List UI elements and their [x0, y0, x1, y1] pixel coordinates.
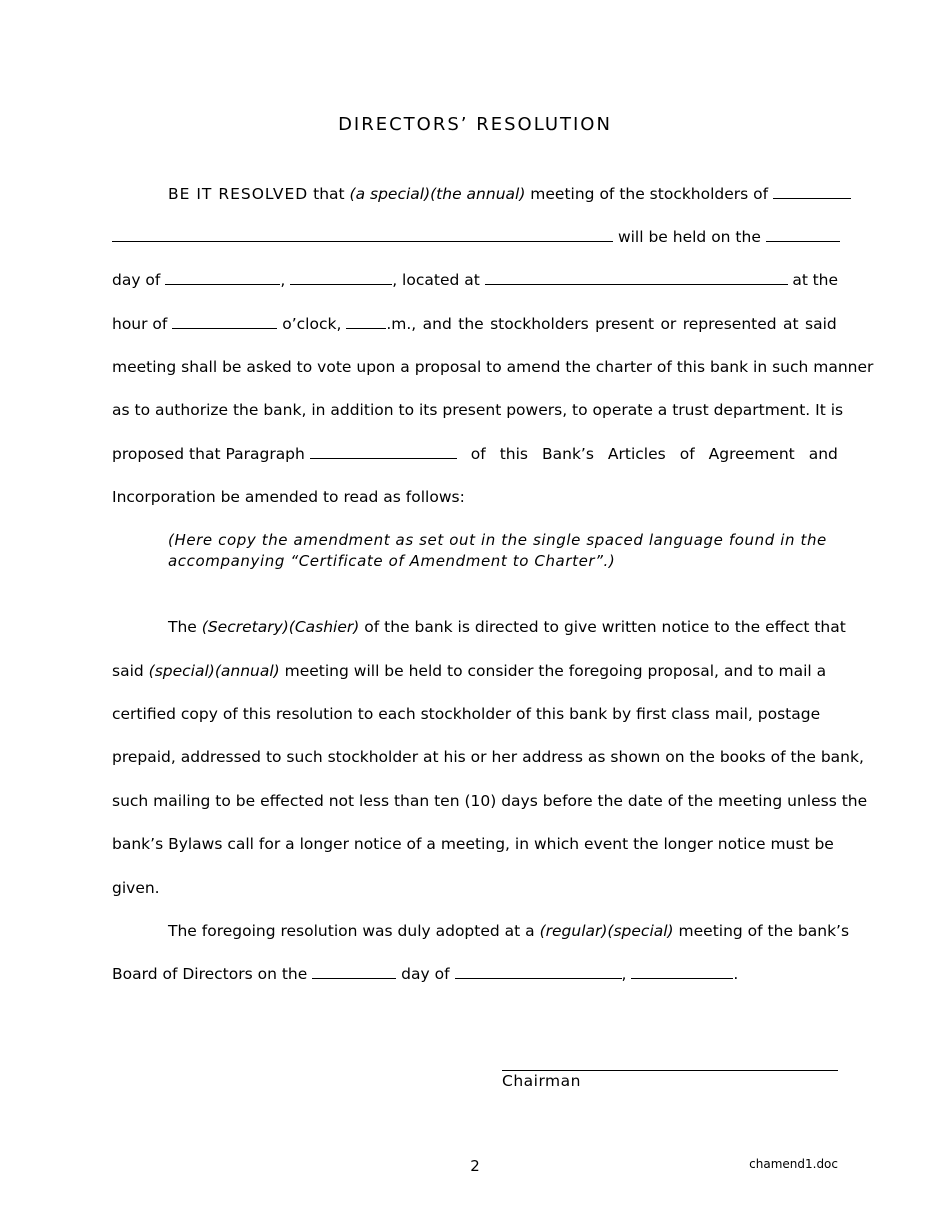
signature-label: Chairman — [502, 1072, 581, 1090]
bank-name-blank — [773, 182, 851, 199]
instruction-line2: accompanying “Certificate of Amendment to Charter”.) — [168, 552, 616, 570]
page-number: 2 — [470, 1157, 480, 1175]
signature-line — [502, 1070, 838, 1071]
para1-line6: as to authorize the bank, in addition to its present powers, to operate a trust department. It is — [112, 401, 844, 419]
meeting-year-blank — [290, 268, 392, 285]
para2-line6: bank’s Bylaws call for a longer notice of a meeting, in which event the longer notice must be — [112, 835, 834, 853]
amendment-instruction — [168, 530, 838, 572]
meeting-location-blank — [485, 268, 788, 285]
adoption-day-blank — [312, 962, 396, 979]
meeting-month-blank — [165, 268, 280, 285]
para2-line2: said (special)(annual) meeting will be held to consider the foregoing proposal, and to mail a — [112, 662, 827, 680]
para3-line2: Board of Directors on the day of , . — [112, 962, 838, 986]
adoption-year-blank — [631, 962, 733, 979]
document-title: DIRECTORS’ RESOLUTION — [338, 114, 612, 135]
para1-line8: Incorporation be amended to read as follows: — [112, 488, 465, 506]
para2-line5: such mailing to be effected not less than ten (10) days before the date of the meeting unless the — [112, 792, 868, 810]
document-filename: chamend1.doc — [749, 1157, 838, 1171]
meeting-type-option: (a special)(the annual) — [349, 185, 526, 203]
board-meeting-type-option: (regular)(special) — [539, 922, 674, 940]
meeting-type-option-2: (special)(annual) — [148, 662, 280, 680]
para1-line4: hour of o’clock, .m., and the stockholders present or represented at said — [112, 312, 838, 336]
para2-line1: The (Secretary)(Cashier) of the bank is directed to give written notice to the effect that — [168, 618, 846, 636]
am-pm-blank — [346, 312, 386, 329]
meeting-day-blank — [766, 225, 840, 242]
paragraph-number-blank — [310, 442, 457, 459]
para2-line4: prepaid, addressed to such stockholder at his or her address as shown on the books of the bank, — [112, 748, 864, 766]
meeting-hour-blank — [172, 312, 277, 329]
para1-line1: BE IT RESOLVED that (a special)(the annual) meeting of the stockholders of — [112, 182, 838, 206]
officer-option: (Secretary)(Cashier) — [201, 618, 360, 636]
adoption-month-blank — [455, 962, 622, 979]
para1-line3: day of , , located at at the — [112, 268, 838, 292]
para1-line2: will be held on the — [112, 225, 838, 249]
para2-line7: given. — [112, 879, 160, 897]
para1-line5: meeting shall be asked to vote upon a proposal to amend the charter of this bank in such manner — [112, 358, 874, 376]
para2-line3: certified copy of this resolution to each stockholder of this bank by first class mail, postage — [112, 705, 821, 723]
resolved-phrase: BE IT RESOLVED — [168, 185, 309, 203]
instruction-line1: (Here copy the amendment as set out in the single spaced language found in the — [168, 531, 827, 549]
para3-line1: The foregoing resolution was duly adopted at a (regular)(special) meeting of the bank’s — [168, 922, 850, 940]
para1-line7: proposed that Paragraph of this Bank’s Articles of Agreement and — [112, 442, 838, 466]
bank-name-continued-blank — [112, 225, 613, 242]
